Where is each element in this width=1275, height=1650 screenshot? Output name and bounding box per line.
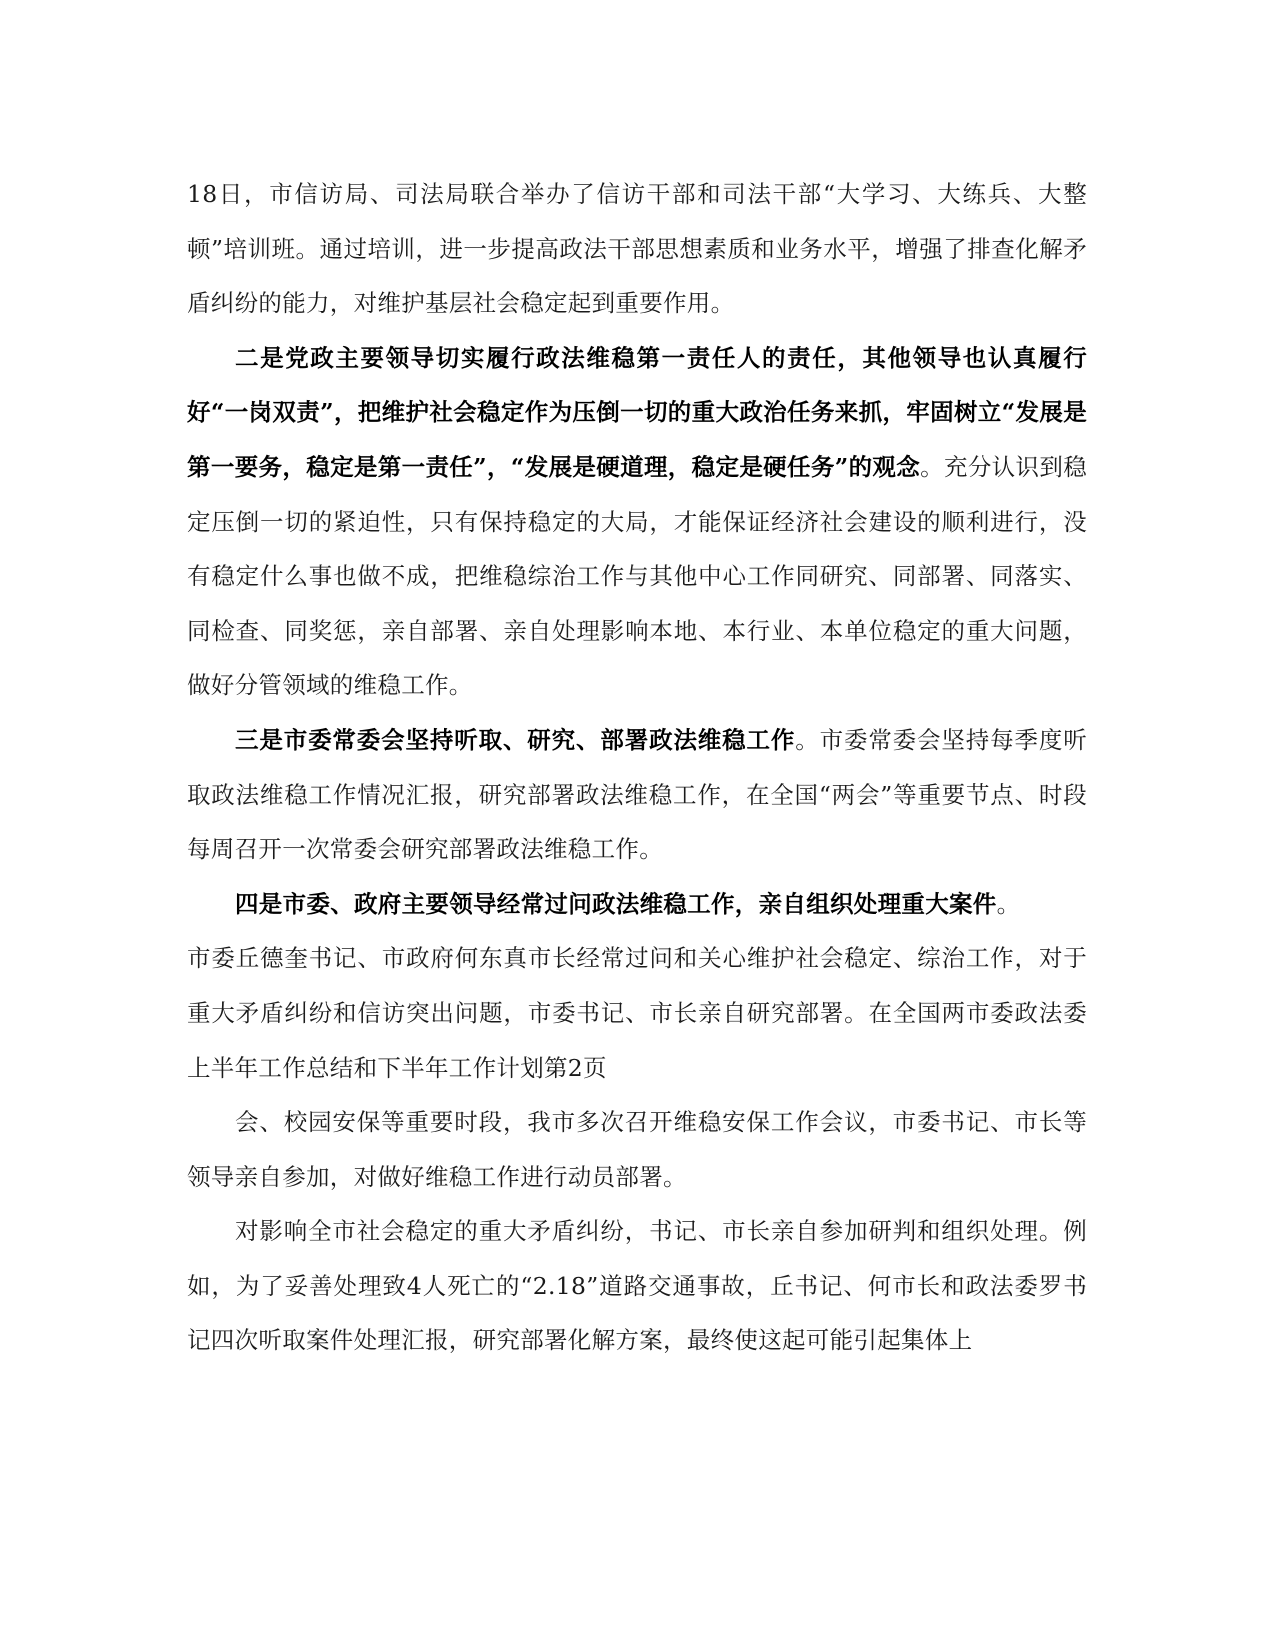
paragraph-point-four — [187, 877, 1087, 932]
paragraph-major-disputes — [187, 1204, 1087, 1368]
paragraph-text: 会、校园安保等重要时段，我市多次召开维稳安保工作会议，市委书记、市长等领导亲自参加，对做好维稳工作进行动员部署。 — [187, 1108, 1087, 1191]
paragraph-security-meetings — [187, 1095, 1087, 1204]
paragraph-text: 。市委常委会坚持每季度听取政法维稳工作情况汇报，研究部署政法维稳工作，在全国“两会”等重要节点、时段每周召开一次常委会研究部署政法维稳工作。 — [187, 725, 1087, 864]
paragraph-text: 。 — [996, 889, 1021, 918]
paragraph-heading: 四是市委、政府主要领导经常过问政法维稳工作，亲自组织处理重大案件 — [235, 889, 997, 918]
document-body — [187, 167, 1087, 1368]
paragraph-text: 。充分认识到稳定压倒一切的紧迫性，只有保持稳定的大局，才能保证经济社会建设的顺利进行，没有稳定什么事也做不成，把维稳综治工作与其他中心工作同研究、同部署、同落实、同检查、同奖惩，亲自部署、亲自处理影响本地、本行业、本单位稳定的重大问题，做好分管领域的维稳工作。 — [187, 452, 1087, 700]
paragraph-heading: 三是市委常委会坚持听取、研究、部署政法维稳工作 — [235, 725, 796, 754]
paragraph-leaders — [187, 931, 1087, 1095]
paragraph-heading: 二是党政主要领导切实履行政法维稳第一责任人的责任，其他领导也认真履行好“一岗双责”，把维护社会稳定作为压倒一切的重大政治任务来抓，牢固树立“发展是第一要务，稳定是第一责任”，“发展是硬道理，稳定是硬任务”的观念 — [187, 343, 1087, 481]
paragraph-point-three — [187, 713, 1087, 877]
paragraph-text: 对影响全市社会稳定的重大矛盾纠纷，书记、市长亲自参加研判和组织处理。例如，为了妥善处理致4人死亡的“2.18”道路交通事故，丘书记、何市长和政法委罗书记四次听取案件处理汇报，研究部署化解方案，最终使这起可能引起集体上 — [187, 1217, 1087, 1355]
paragraph-point-two — [187, 331, 1087, 713]
paragraph-training — [187, 167, 1087, 331]
paragraph-text: 市委丘德奎书记、市政府何东真市长经常过问和关心维护社会稳定、综治工作，对于重大矛盾纠纷和信访突出问题，市委书记、市长亲自研究部署。在全国两市委政法委上半年工作总结和下半年工作计划第2页 — [187, 944, 1087, 1082]
paragraph-text: 18日，市信访局、司法局联合举办了信访干部和司法干部“大学习、大练兵、大整顿”培训班。通过培训，进一步提高政法干部思想素质和业务水平，增强了排查化解矛盾纠纷的能力，对维护基层社会稳定起到重要作用。 — [187, 180, 1087, 318]
